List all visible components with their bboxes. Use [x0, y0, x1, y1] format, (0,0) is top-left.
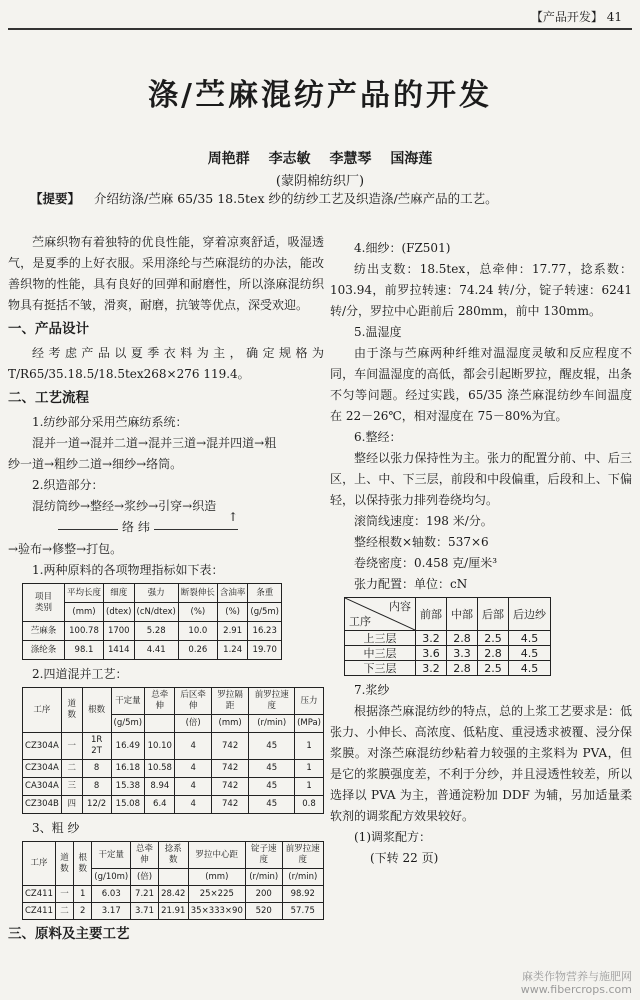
affiliation: (蒙阴棉纺织厂)	[275, 174, 365, 189]
unit-cell: (r/min)	[249, 715, 295, 733]
cell: 一	[55, 886, 73, 903]
col-header: 条重	[248, 584, 282, 603]
cell: 一	[61, 733, 82, 760]
section-heading: 二、工艺流程	[8, 390, 89, 406]
corner-label: 工序	[349, 615, 371, 628]
table-caption: 1.两种原料的各项物理指标如下表：	[32, 563, 224, 577]
cell: 15.08	[111, 796, 145, 814]
cell: 200	[245, 886, 282, 903]
col-header: 工序	[23, 688, 62, 733]
cell: 35×333×90	[188, 903, 245, 920]
cell: 3.3	[447, 646, 478, 661]
cell: 2.5	[478, 631, 509, 646]
cell: 3.2	[416, 661, 447, 676]
abstract-text: 介绍纺涤/苎麻 65/35 18.5tex 纱的纺纱工艺及织造涤/苎麻产品的工艺。	[94, 191, 498, 206]
table-row	[345, 661, 551, 676]
cell: 10.58	[145, 760, 175, 778]
cell: 1414	[104, 641, 134, 660]
col-header: 细度	[104, 584, 134, 603]
unit-cell: (g/5m)	[111, 715, 145, 733]
col-header: 工序	[23, 842, 56, 886]
cell: 2.5	[478, 661, 509, 676]
unit-cell: (mm)	[65, 603, 104, 622]
author: 国海莲	[390, 151, 433, 167]
cell: 0.26	[178, 641, 217, 660]
table-row	[23, 733, 324, 760]
cell: 4.5	[509, 661, 551, 676]
cell: 19.70	[248, 641, 282, 660]
col-header: 后边纱	[509, 598, 551, 631]
cell: CA304A	[23, 778, 62, 796]
table-row	[23, 760, 324, 778]
subheading: 7.浆纱	[354, 683, 390, 697]
col-header: 压力	[295, 688, 324, 715]
cell: 100.78	[65, 622, 104, 641]
cell: 涤纶条	[23, 641, 65, 660]
section-text: 根据涤苎麻混纺纱的特点，总的上浆工艺要求是：低张力、小伸长、高浓度、低粘度、重浸透求被覆、浸分保浆膜。对涤苎麻混纺纱粘着力较强的主浆料为 PVA，但是它的浆膜强度差，不利于分纱，并且浸透性较差，所以选择以 PVA 为主，普通淀粉加 DDF 为辅，另加适量柔软剂的调浆配方效果较好。	[330, 704, 632, 823]
left-column	[8, 232, 324, 948]
table-row	[345, 631, 551, 646]
cell: 二	[61, 760, 82, 778]
col-header: 道数	[55, 842, 73, 886]
col-header: 平均长度	[65, 584, 104, 603]
watermark-text: 麻类作物营养与施肥网	[522, 970, 632, 983]
unit-cell: (dtex)	[104, 603, 134, 622]
cell: 1.24	[217, 641, 248, 660]
cell: 45	[249, 760, 295, 778]
cell: 苎麻条	[23, 622, 65, 641]
cell: 2.8	[447, 631, 478, 646]
col-header: 强力	[134, 584, 178, 603]
cell: 8.94	[145, 778, 175, 796]
cell: 1	[74, 886, 92, 903]
subheading: 4.细纱：(FZ501)	[354, 241, 451, 255]
author: 周艳群	[207, 151, 250, 167]
parameter-line: 张力配置：单位：cN	[354, 577, 468, 591]
unit-cell: (g/5m)	[248, 603, 282, 622]
cell: 上三层	[345, 631, 416, 646]
cell: 8	[82, 760, 111, 778]
corner-label: 类别	[34, 602, 52, 613]
cell: 4	[175, 760, 211, 778]
roving-table	[22, 841, 324, 920]
arrow-up-icon: ↑	[227, 510, 238, 524]
col-header: 前部	[416, 598, 447, 631]
cell: 4.41	[134, 641, 178, 660]
parameter-line: 卷绕密度：0.458 克/厘米³	[354, 556, 498, 570]
cell: 1	[295, 733, 324, 760]
corner-label: 项目	[34, 591, 52, 602]
cell: 520	[245, 903, 282, 920]
cell: 1700	[104, 622, 134, 641]
cell: 6.4	[145, 796, 175, 814]
cell: 45	[249, 778, 295, 796]
col-header: 后区牵伸	[175, 688, 211, 715]
cell: 4	[175, 778, 211, 796]
cell: CZ304A	[23, 733, 62, 760]
table-caption: 2.四道混并工艺：	[32, 667, 128, 681]
cell: 21.91	[158, 903, 188, 920]
cell: 1R 2T	[82, 733, 111, 760]
subheading: 2.织造部分：	[32, 478, 104, 492]
table-row	[345, 646, 551, 661]
col-header: 锭子速度	[245, 842, 282, 869]
cell: 3.2	[416, 631, 447, 646]
col-header: 罗拉中心距	[188, 842, 245, 869]
cell: 4	[175, 796, 211, 814]
cell: 0.8	[295, 796, 324, 814]
parameter-line: 滚筒线速度：198 米/分。	[354, 514, 493, 528]
cell: 16.23	[248, 622, 282, 641]
author: 李慧琴	[329, 151, 372, 167]
col-header: 总牵伸	[131, 842, 159, 869]
cell: 中三层	[345, 646, 416, 661]
col-header: 捻系数	[158, 842, 188, 869]
process-flow: 混并一道→混并二道→混并三道→混并四道→粗	[32, 436, 277, 450]
cell: 下三层	[345, 661, 416, 676]
unit-cell: (%)	[217, 603, 248, 622]
header-rule	[8, 28, 632, 30]
table-row	[23, 903, 324, 920]
author-list	[0, 148, 640, 168]
cell: 5.28	[134, 622, 178, 641]
right-column	[330, 238, 632, 869]
table-row	[23, 796, 324, 814]
section-label: 【产品开发】	[530, 10, 603, 24]
section-text: 由于涤与苎麻两种纤维对温湿度灵敏和反应程度不同，车间温湿度的高低，都会引起断罗拉，醒皮辊，出条不匀等问题。经过实践，65/35 涤苎麻混纺纱车间温度在 22－26℃，相对湿度在 75－80%为宜。	[330, 346, 632, 423]
table-row	[23, 778, 324, 796]
cell: 742	[211, 760, 249, 778]
section-heading: 三、原料及主要工艺	[8, 926, 130, 942]
cell: 6.03	[92, 886, 131, 903]
unit-cell: (r/min)	[282, 869, 323, 886]
cell: 12/2	[82, 796, 111, 814]
diagonal-header	[345, 598, 415, 630]
tension-table	[344, 597, 551, 676]
unit-cell: (r/min)	[245, 869, 282, 886]
cell: 98.1	[65, 641, 104, 660]
cell: 10.10	[145, 733, 175, 760]
section-heading: 一、产品设计	[8, 321, 89, 337]
col-header: 总牵伸	[145, 688, 175, 715]
cell: 2.8	[478, 646, 509, 661]
cell: 57.75	[282, 903, 323, 920]
col-header: 前罗拉速度	[282, 842, 323, 869]
cell: 3.71	[131, 903, 159, 920]
cell: 二	[55, 903, 73, 920]
col-header: 干定量	[111, 688, 145, 715]
parameter-line: 整经根数×轴数：537×6	[354, 535, 489, 549]
unit-cell: (倍)	[131, 869, 159, 886]
cell: 742	[211, 796, 249, 814]
watermark	[521, 970, 632, 996]
process-flow: →验布→修整→打包。	[8, 542, 123, 556]
table-corner	[23, 584, 65, 622]
col-header: 断裂伸长	[178, 584, 217, 603]
col-header: 含油率	[217, 584, 248, 603]
unit-cell: (MPa)	[295, 715, 324, 733]
abstract-label: 【提要】	[30, 191, 81, 206]
unit-cell: (%)	[178, 603, 217, 622]
process-flow: 混纺筒纱→整经→浆纱→引穿→织造	[32, 499, 217, 513]
col-header: 罗拉隔距	[211, 688, 249, 715]
weft-label: 络 纬	[118, 517, 154, 538]
subheading: 5.温湿度	[354, 325, 402, 339]
col-header: 根数	[82, 688, 111, 733]
section-text: 整经以张力保持性为主。张力的配置分前、中、后三区，上、中、下三层，前段和中段偏重，后段和上、下偏轻，以保持张力排列卷绕均匀。	[330, 451, 632, 507]
cell: 28.42	[158, 886, 188, 903]
cell: 三	[61, 778, 82, 796]
cell: 45	[249, 796, 295, 814]
cell: 45	[249, 733, 295, 760]
cell: CZ411	[23, 886, 56, 903]
col-header: 道数	[61, 688, 82, 733]
running-header	[531, 8, 622, 25]
cell: 7.21	[131, 886, 159, 903]
corner-label: 内容	[389, 600, 411, 613]
section-text: 经考虑产品以夏季衣料为主，确定规格为 T/R65/35.18.5/18.5tex268×276 119.4。	[8, 346, 324, 381]
cell: 4	[175, 733, 211, 760]
table-row	[23, 622, 282, 641]
table-caption: 3、粗 纱	[32, 821, 80, 835]
cell: 16.49	[111, 733, 145, 760]
col-header: 根数	[74, 842, 92, 886]
parameter-line: (1)调浆配方：	[354, 830, 431, 844]
unit-cell: (cN/dtex)	[134, 603, 178, 622]
cell: CZ411	[23, 903, 56, 920]
cell: 10.0	[178, 622, 217, 641]
cell: 15.38	[111, 778, 145, 796]
cell: 1	[295, 778, 324, 796]
col-header: 干定量	[92, 842, 131, 869]
cell: 25×225	[188, 886, 245, 903]
cell: 98.92	[282, 886, 323, 903]
drawing-process-table	[22, 687, 324, 814]
col-header: 前罗拉速度	[249, 688, 295, 715]
col-header: 后部	[478, 598, 509, 631]
cell: 742	[211, 733, 249, 760]
cell: 2.91	[217, 622, 248, 641]
cell: 4.5	[509, 631, 551, 646]
watermark-url: www.fibercrops.com	[520, 983, 632, 996]
section-text: 纺出支数：18.5tex，总牵伸：17.77，捻系数：103.94，前罗拉转速：74.24 转/分，锭子转速：6241 转/分，罗拉中心距前后 280mm，前中 130mm。	[330, 262, 632, 318]
unit-cell	[145, 715, 175, 733]
cell: 3.6	[416, 646, 447, 661]
table-row	[23, 886, 324, 903]
unit-cell: (g/10m)	[92, 869, 131, 886]
cell: 2	[74, 903, 92, 920]
unit-cell: (倍)	[175, 715, 211, 733]
unit-cell: (mm)	[188, 869, 245, 886]
weft-branch	[58, 510, 238, 539]
table-corner	[345, 598, 416, 631]
subheading: 6.整经：	[354, 430, 402, 444]
process-flow: 纱一道→粗纱二道→细纱→络筒。	[8, 457, 183, 471]
cell: CZ304B	[23, 796, 62, 814]
cell: 四	[61, 796, 82, 814]
cell: CZ304A	[23, 760, 62, 778]
cell: 16.18	[111, 760, 145, 778]
intro-paragraph: 苎麻织物有着独特的优良性能，穿着凉爽舒适，吸湿透气，是夏季的上好衣服。采用涤纶与苎麻混纺的办法，能改善织物的性能，具有良好的回弹和耐磨性，所以涤麻混纺织物具有挺括不皱，滑爽，耐磨，抗皱等优点，深受欢迎。	[8, 235, 324, 312]
unit-cell	[158, 869, 188, 886]
page-number: 41	[606, 10, 622, 24]
abstract	[30, 190, 620, 208]
cell: 3.17	[92, 903, 131, 920]
cell: 8	[82, 778, 111, 796]
article-title: 涤/苎麻混纺产品的开发	[148, 78, 492, 113]
cell: 2.8	[447, 661, 478, 676]
col-header: 中部	[447, 598, 478, 631]
cell: 4.5	[509, 646, 551, 661]
fiber-properties-table	[22, 583, 282, 660]
subheading: 1.纺纱部分采用苎麻纺系统：	[32, 415, 188, 429]
author: 李志敏	[268, 151, 311, 167]
continued-note: (下转 22 页)	[370, 851, 439, 865]
cell: 1	[295, 760, 324, 778]
unit-cell: (mm)	[211, 715, 249, 733]
table-row	[23, 641, 282, 660]
cell: 742	[211, 778, 249, 796]
